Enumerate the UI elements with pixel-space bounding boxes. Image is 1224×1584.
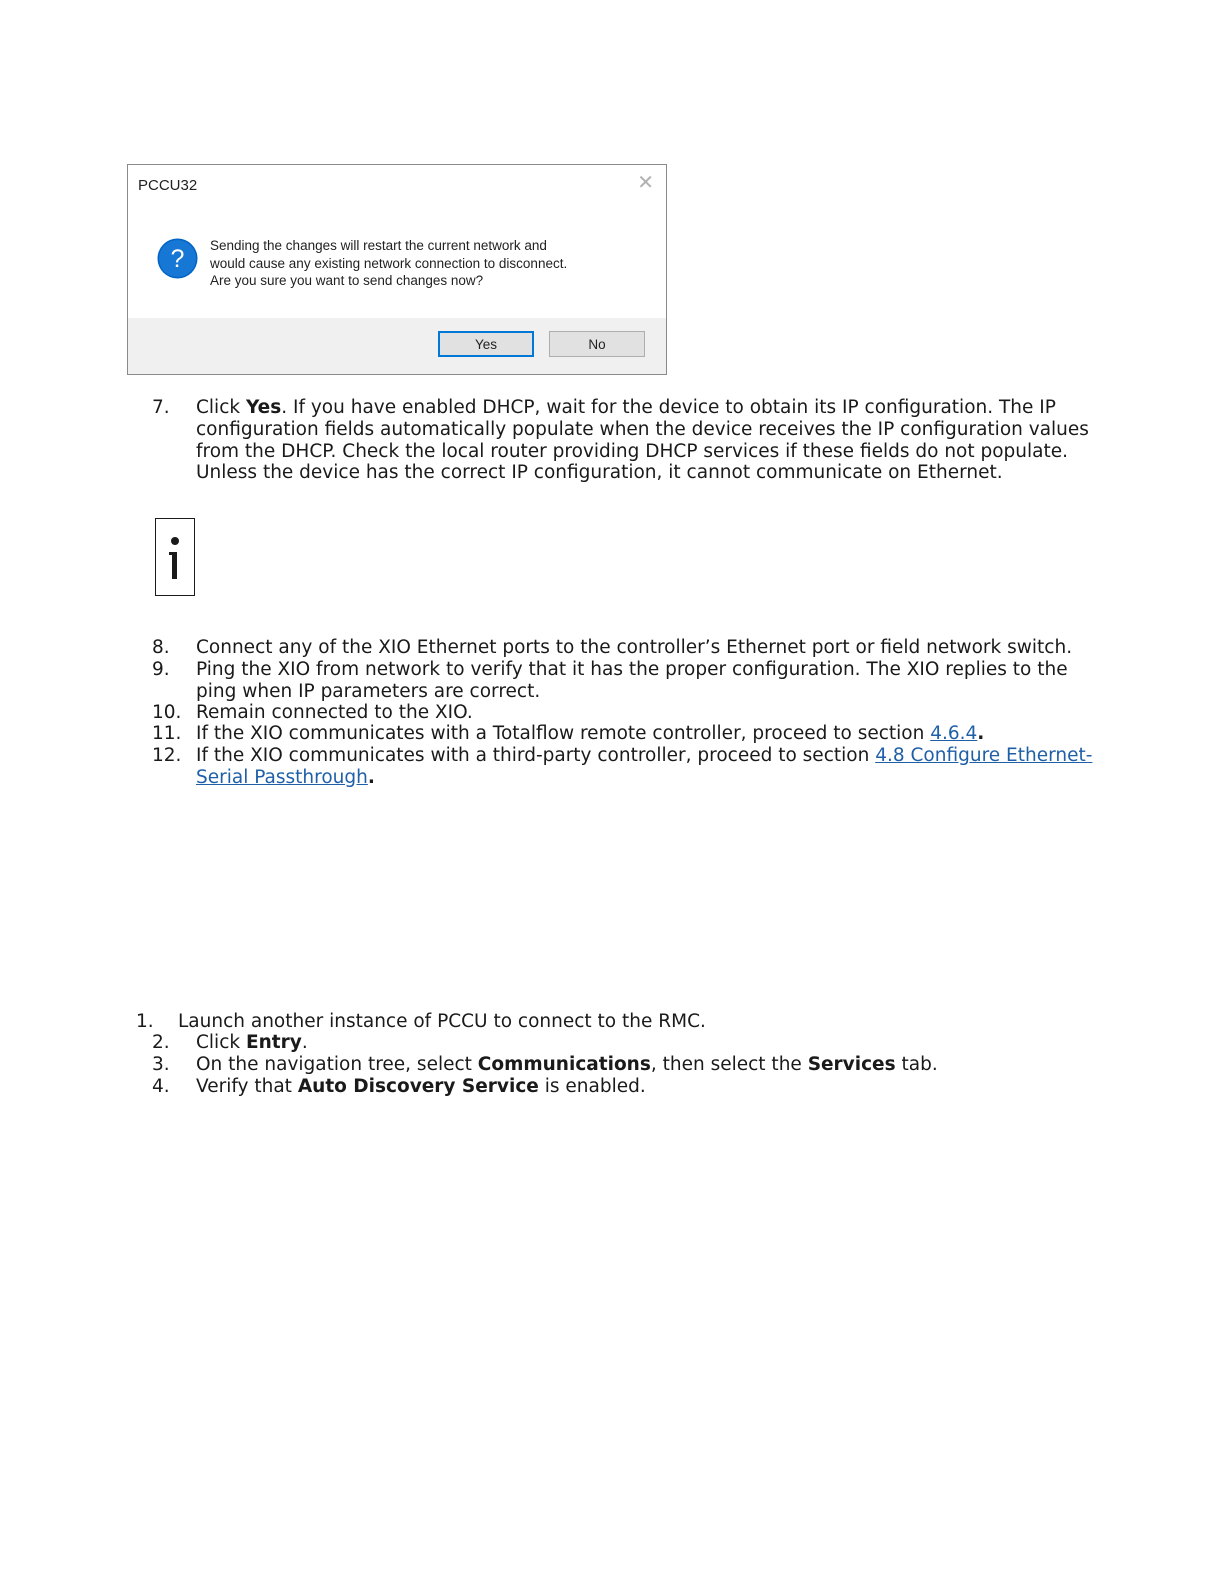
step-text bbox=[196, 1076, 646, 1098]
step-text bbox=[196, 745, 1092, 789]
dialog-footer bbox=[128, 318, 666, 374]
auto-discovery-bold: Auto Discovery Service bbox=[297, 1076, 539, 1097]
step-text-line: ping when IP parameters are correct. bbox=[196, 680, 541, 702]
step-text bbox=[196, 659, 1068, 703]
step-text-part: . If you have enabled DHCP, wait for the device to obtain its IP configuration. The IP bbox=[281, 397, 1056, 418]
dialog-title: PCCU32 bbox=[138, 177, 198, 194]
section-4-8-link[interactable]: 4.8 Configure Ethernet- bbox=[875, 745, 1093, 766]
services-bold: Services bbox=[807, 1054, 896, 1075]
section-4-8-link-continued[interactable]: Serial Passthrough bbox=[196, 766, 368, 788]
step-number: 11. bbox=[152, 723, 182, 744]
step-text-line: from the DHCP. Check the local router providing DHCP services if these fields do not populate. bbox=[196, 440, 1069, 462]
yes-bold: Yes bbox=[245, 397, 282, 418]
step-text bbox=[196, 1054, 938, 1076]
step-number: 10. bbox=[152, 702, 182, 723]
step-number: 2. bbox=[152, 1032, 170, 1053]
dialog-message-line: Are you sure you want to send changes now? bbox=[210, 273, 484, 288]
no-button[interactable]: No bbox=[549, 331, 645, 357]
step-text-part: . bbox=[977, 723, 985, 744]
step-number: 8. bbox=[152, 637, 170, 658]
step-text-part: Verify that bbox=[196, 1076, 298, 1097]
step-text bbox=[196, 397, 1089, 484]
step-text-part: If the XIO communicates with a third-party controller, proceed to section bbox=[196, 745, 876, 766]
step-number: 9. bbox=[152, 659, 170, 680]
step-number: 4. bbox=[152, 1076, 170, 1097]
section-4-6-4-link[interactable]: 4.6.4 bbox=[930, 723, 978, 744]
yes-button[interactable]: Yes bbox=[438, 331, 534, 357]
step-text-part: Click bbox=[196, 1032, 246, 1053]
step-text-part: On the navigation tree, select bbox=[196, 1054, 478, 1075]
step-text-line: configuration fields automatically populate when the device receives the IP configuration values bbox=[196, 418, 1089, 440]
step-text-part: , then select the bbox=[650, 1054, 808, 1075]
entry-bold: Entry bbox=[245, 1032, 302, 1053]
step-text: Launch another instance of PCCU to connect to the RMC. bbox=[178, 1011, 706, 1032]
step-text bbox=[196, 723, 984, 745]
confirm-dialog bbox=[127, 164, 667, 375]
dialog-message bbox=[210, 237, 650, 290]
step-text-part: is enabled. bbox=[538, 1076, 646, 1097]
step-number: 12. bbox=[152, 745, 182, 766]
step-text-part: . bbox=[367, 766, 375, 788]
step-number: 3. bbox=[152, 1054, 170, 1075]
dialog-message-line: Sending the changes will restart the current network and bbox=[210, 238, 547, 253]
step-text-line: Ping the XIO from network to verify that it has the proper configuration. The XIO replies to the bbox=[196, 659, 1068, 680]
step-number: 7. bbox=[152, 397, 170, 418]
close-icon[interactable]: ✕ bbox=[637, 172, 654, 194]
communications-bold: Communications bbox=[477, 1054, 651, 1075]
dialog-message-line: would cause any existing network connection to disconnect. bbox=[210, 255, 568, 271]
info-icon bbox=[155, 518, 195, 596]
step-text-part: . bbox=[301, 1032, 308, 1053]
step-text-part: tab. bbox=[895, 1054, 938, 1075]
step-text: Connect any of the XIO Ethernet ports to the controller’s Ethernet port or field network switch. bbox=[196, 637, 1073, 658]
svg-text:?: ? bbox=[170, 245, 185, 273]
step-text-line: Unless the device has the correct IP configuration, it cannot communicate on Ethernet. bbox=[196, 462, 1003, 484]
question-icon bbox=[157, 238, 198, 279]
step-number: 1. bbox=[136, 1011, 154, 1032]
step-text bbox=[196, 1032, 308, 1054]
step-text-part: Click bbox=[196, 397, 246, 418]
step-text: Remain connected to the XIO. bbox=[196, 702, 473, 723]
step-text-part: If the XIO communicates with a Totalflow remote controller, proceed to section bbox=[196, 723, 931, 744]
